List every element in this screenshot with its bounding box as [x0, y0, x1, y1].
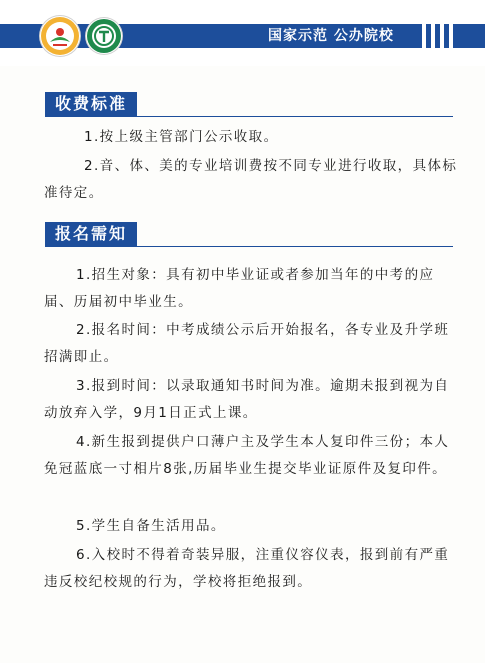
header-title: 国家示范 公办院校 [268, 28, 394, 44]
fees-section-title: 收费标准 [45, 92, 137, 116]
section-divider [45, 246, 453, 247]
registration-item: 3.报到时间：以录取通知书时间为准。逾期未报到视为自动放弃入学，9月1日正式上课。 [44, 378, 450, 421]
header-stripe [431, 24, 435, 48]
registration-section-title: 报名需知 [45, 222, 137, 246]
registration-item: 1.招生对象：具有初中毕业证或者参加当年的中考的应届、历届初中毕业生。 [44, 267, 435, 310]
fees-item: 1.按上级主管部门公示收取。 [84, 129, 279, 145]
section-divider [45, 116, 453, 117]
registration-item: 4.新生报到提供户口薄户主及学生本人复印件三份；本人免冠蓝底一寸相片8张,历届毕业生提交毕业证原件及复印件。 [44, 434, 450, 477]
header-stripe [422, 24, 426, 48]
partner-emblem-icon [86, 18, 122, 54]
registration-item: 5.学生自备生活用品。 [76, 518, 226, 534]
page-header [0, 0, 485, 66]
school-emblem-icon [40, 16, 80, 56]
header-stripe [449, 24, 453, 48]
header-stripe [440, 24, 444, 48]
registration-item: 2.报名时间：中考成绩公示后开始报名，各专业及升学班招满即止。 [44, 322, 450, 365]
fees-item: 2.音、体、美的专业培训费按不同专业进行收取，具体标准待定。 [44, 158, 458, 201]
registration-item: 6.入校时不得着奇装异服，注重仪容仪表，报到前有严重违反校纪校规的行为，学校将拒绝报到。 [44, 547, 450, 590]
